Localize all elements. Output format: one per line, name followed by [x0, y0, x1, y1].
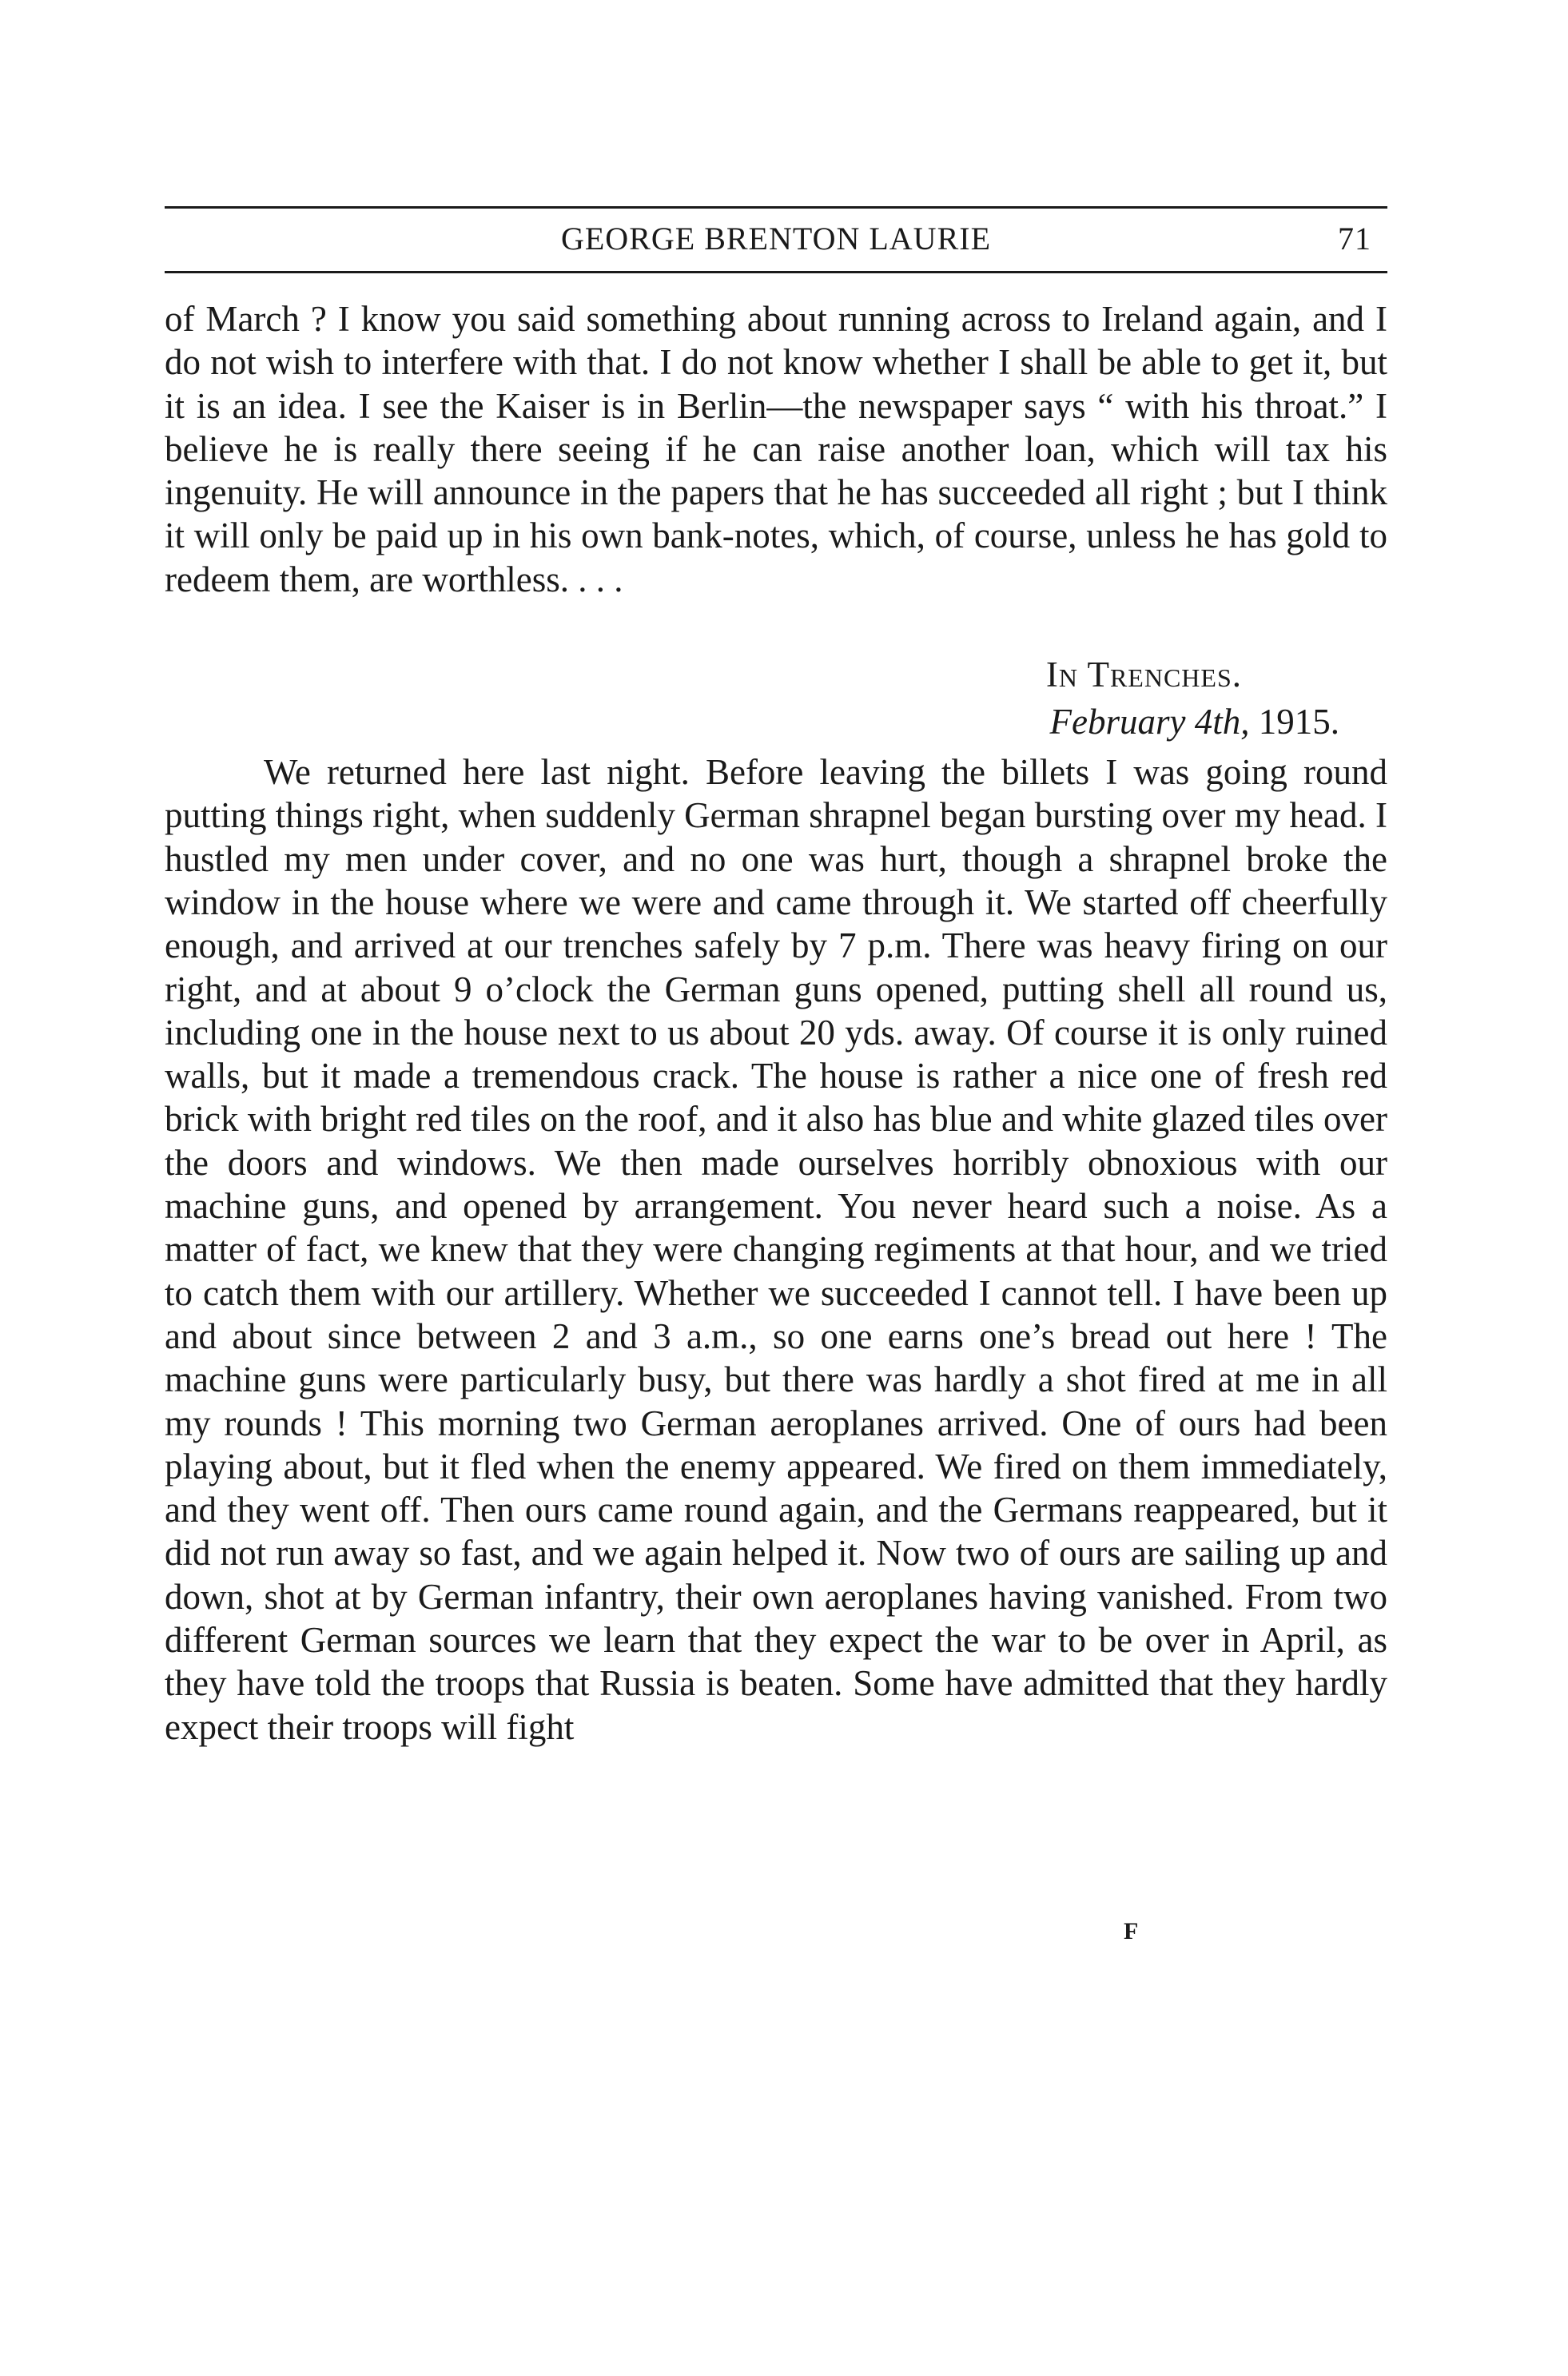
book-page [165, 206, 1387, 1749]
paragraph-continuation: of March ? I know you said something about running across to Ireland again, and I do not wish to interfere with that. I do not know whether I shall be able to get it, but it is an idea. I see the Kaiser is in Berlin—the newspaper says “ with his throat.” I believe he is really there seeing if he can raise another loan, which will tax his ingenuity. He will announce in the papers that he has succeeded all right ; but I think it will only be paid up in his own bank-notes, which, of course, unless he has gold to redeem them, are worthless. . . . [165, 299, 1387, 599]
paragraph-main: We returned here last night. Before leaving the billets I was going round putting things right, when suddenly German shrapnel began bursting over my head. I hustled my men under cover, and no one was hurt, though a shrapnel broke the window in the house where we were and came through it. We started off cheerfully enough, and arrived at our trenches safely by 7 p.m. There was heavy firing on our right, and at about 9 o’clock the German guns opened, putting shell all round us, including one in the house next to us about 20 yds. away. Of course it is only ruined walls, but it made a tremendous crack. The house is rather a nice one of fresh red brick with bright red tiles on the roof, and it also has blue and white glazed tiles over the doors and windows. We then made ourselves horribly obnoxious with our machine guns, and opened by arrangement. You never heard such a noise. As a matter of fact, we knew that they were changing regiments at that hour, and we tried to catch them with our artillery. Whether we succeeded I cannot tell. I have been up and about since between 2 and 3 a.m., so one earns one’s bread out here ! The machine guns were particularly busy, but there was hardly a shot fired at me in all my rounds ! This morning two German aeroplanes arrived. One of ours had been playing about, but it fled when the enemy appeared. We fired on them immediately, and they went off. Then ours came round again, and the Germans reappeared, but it did not run away so fast, and we again helped it. Now two of ours are sailing up and down, shot at by German infantry, their own aeroplanes having vanished. From two different German sources we learn that they expect the war to be over in April, as they have told the troops that Russia is beaten. Some have admitted that they hardly expect their troops will fight [165, 752, 1387, 1747]
running-title: GEORGE BRENTON LAURIE [560, 221, 991, 257]
page-number: 71 [1338, 221, 1371, 257]
section-date [165, 699, 1387, 744]
section-heading: In Trenches. [1045, 655, 1242, 695]
section-date-year: 1915. [1249, 702, 1339, 742]
running-header [165, 206, 1387, 273]
signature-mark: F [1124, 1918, 1139, 1944]
section-date-day: February 4th, [1049, 702, 1250, 742]
